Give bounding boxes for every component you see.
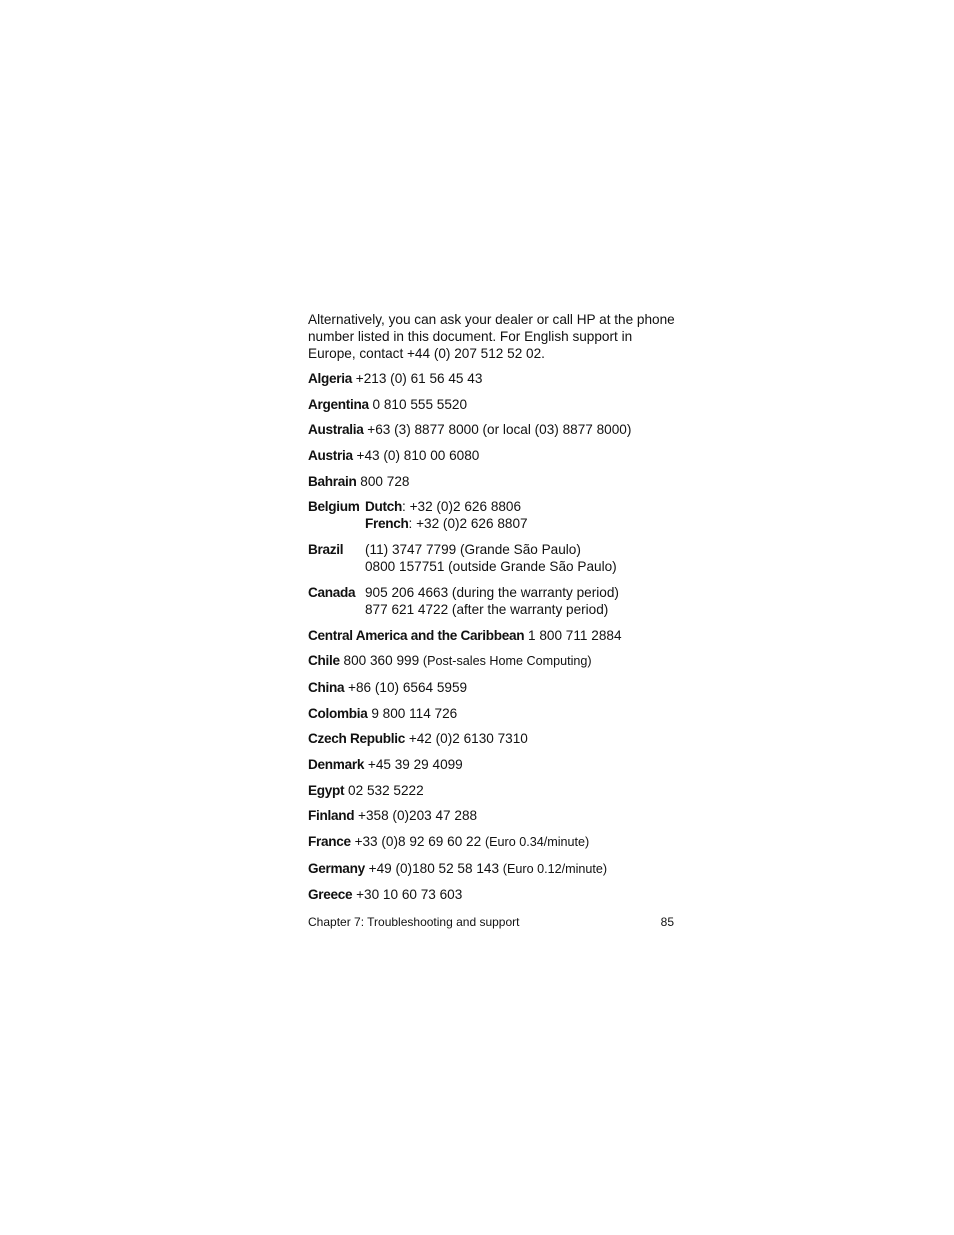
entries-group-b: [308, 627, 678, 904]
phone-number: 877 621 4722 (after the warranty period): [365, 601, 609, 617]
contact-entry: [308, 652, 678, 670]
chapter-title: Chapter 7: Troubleshooting and support: [308, 915, 520, 929]
phone-number: 02 532 5222: [348, 782, 424, 798]
entry-belgium: [308, 498, 678, 532]
rate-note: (Euro 0.12/minute): [502, 861, 608, 876]
country-name: Algeria: [308, 371, 352, 386]
phone-number: +33 (0)8 92 69 60 22: [354, 834, 485, 849]
language-label: Dutch: [365, 499, 403, 515]
entry-numbers: [365, 584, 619, 618]
country-name: Bahrain: [308, 473, 357, 489]
phone-number: +86 (10) 6564 5959: [348, 679, 468, 695]
phone-number: +213 (0) 61 56 45 43: [355, 371, 483, 386]
contact-entry: [308, 705, 678, 722]
country-name: Central America and the Caribbean: [308, 627, 525, 643]
country-name: Czech Republic: [308, 731, 406, 747]
contact-entry: [308, 473, 678, 490]
country-name: China: [308, 679, 345, 695]
phone-number: : +32 (0)2 626 8807: [408, 516, 528, 532]
country-name: Canada: [308, 584, 356, 600]
language-label: French: [365, 516, 409, 532]
country-name: Egypt: [308, 782, 345, 798]
country-name: France: [308, 834, 351, 849]
phone-number: 800 728: [360, 473, 410, 489]
country-name: Brazil: [308, 542, 344, 558]
contact-entry: [308, 886, 678, 903]
contact-entry: [308, 756, 678, 773]
intro-paragraph: Alternatively, you can ask your dealer or call HP at the phone number listed in this document. For English support in Europe, contact +44 (0) 207 512 52 02.: [308, 312, 675, 361]
phone-number: +45 39 29 4099: [367, 756, 463, 772]
contact-entry: [308, 627, 678, 644]
entry-numbers: [365, 498, 528, 532]
contact-entry: [308, 782, 678, 799]
country-name: Finland: [308, 808, 355, 824]
phone-number: +43 (0) 810 00 6080: [356, 448, 480, 464]
country-name: Greece: [308, 887, 353, 903]
number-line: [365, 498, 528, 515]
contact-entry: [308, 421, 678, 438]
country-name: Argentina: [308, 396, 369, 412]
country-name: Austria: [308, 448, 353, 464]
phone-number: : +32 (0)2 626 8806: [402, 499, 522, 515]
contact-entry: [308, 679, 678, 696]
country-name: Germany: [308, 860, 365, 876]
entry-numbers: [365, 541, 617, 575]
phone-number: +358 (0)203 47 288: [358, 808, 478, 824]
phone-number: 1 800 711 2884: [528, 627, 622, 643]
contact-entry: [308, 396, 678, 413]
phone-number: 0800 157751 (outside Grande São Paulo): [365, 559, 617, 575]
country-name: Belgium: [308, 499, 360, 515]
support-contact-list: [308, 311, 678, 912]
phone-number: 9 800 114 726: [371, 705, 458, 721]
contact-entry: [308, 730, 678, 747]
rate-note: (Euro 0.34/minute): [484, 835, 590, 849]
entry-brazil: [308, 541, 678, 575]
page-footer: [308, 915, 674, 929]
country-name: Australia: [308, 422, 364, 438]
entry-canada: [308, 584, 678, 618]
contact-entry: [308, 370, 678, 387]
phone-number: (11) 3747 7799 (Grande São Paulo): [365, 542, 581, 558]
country-name: Chile: [308, 653, 340, 669]
entries-group-a: [308, 370, 678, 490]
contact-entry: [308, 833, 678, 851]
page-number: 85: [660, 915, 674, 929]
phone-number: 800 360 999: [343, 653, 423, 669]
contact-entry: [308, 860, 678, 878]
phone-number: +42 (0)2 6130 7310: [408, 731, 528, 747]
phone-number: +63 (3) 8877 8000 (or local (03) 8877 8000): [367, 422, 632, 438]
phone-number: +49 (0)180 52 58 143: [368, 860, 503, 876]
number-line: [365, 515, 528, 532]
phone-number: 0 810 555 5520: [372, 396, 468, 412]
phone-number: +30 10 60 73 603: [356, 887, 463, 903]
contact-entry: [308, 447, 678, 464]
rate-note: (Post-sales Home Computing): [422, 654, 592, 669]
phone-number: 905 206 4663 (during the warranty period): [365, 584, 619, 600]
country-name: Denmark: [308, 756, 365, 772]
country-name: Colombia: [308, 705, 368, 721]
contact-entry: [308, 807, 678, 824]
